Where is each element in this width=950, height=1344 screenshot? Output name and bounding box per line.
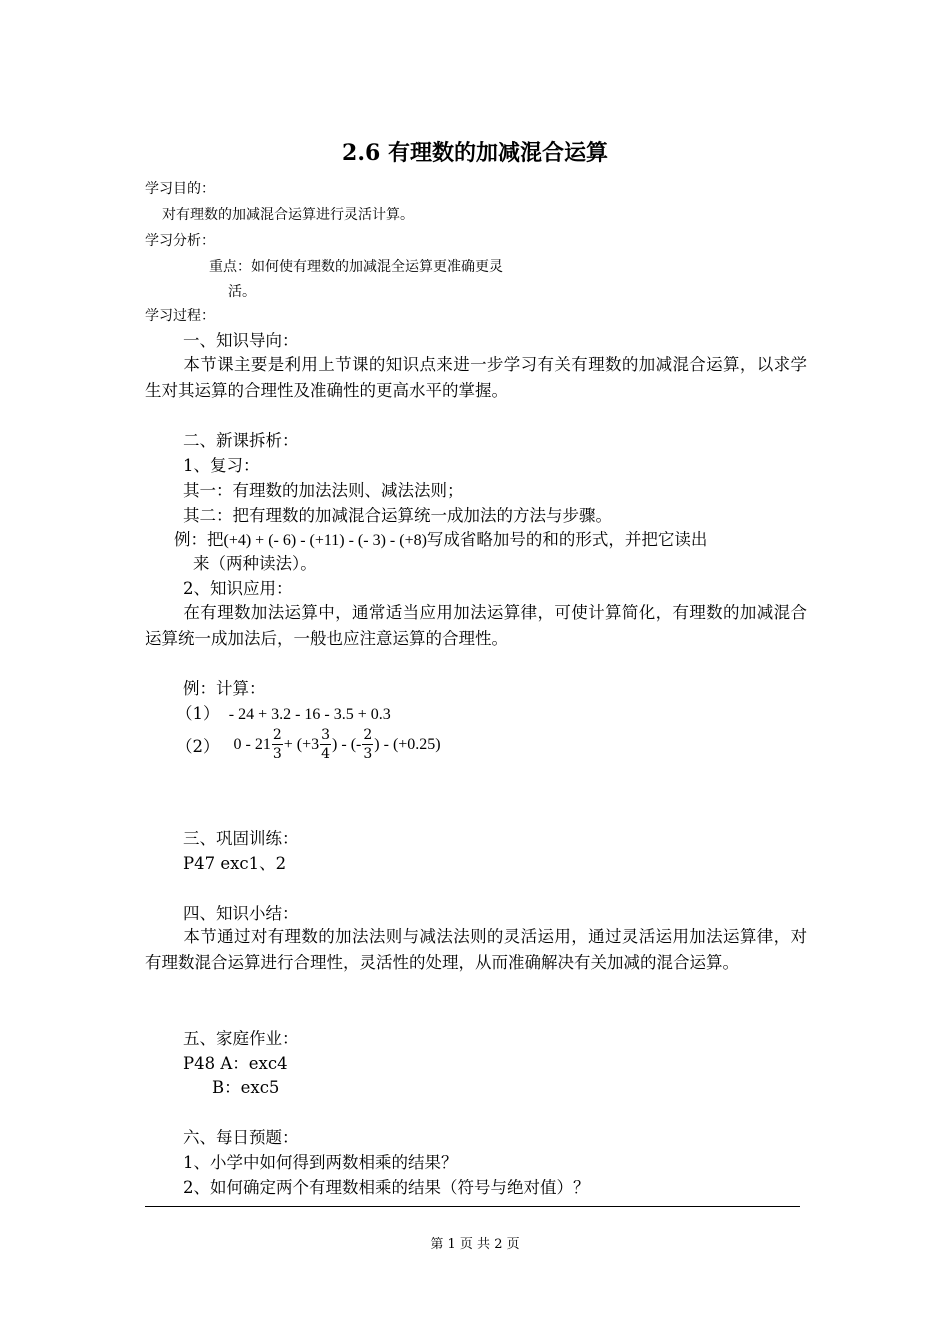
calc2-part-a: 0 - 21 — [233, 735, 271, 753]
example-line2: 来（两种读法）。 — [193, 554, 317, 573]
fraction-1-numerator: 2 — [272, 727, 282, 743]
page-footer: 第 1 页 共 2 页 — [430, 1237, 520, 1252]
calc2-part-d: ) - (+0.25) — [374, 735, 441, 753]
fraction-2-numerator: 3 — [321, 727, 331, 743]
calc1-expression: - 24 + 3.2 - 16 - 3.5 + 0.3 — [228, 706, 391, 723]
section3-heading: 三、巩固训练： — [183, 829, 299, 848]
section5-heading: 五、家庭作业： — [183, 1029, 299, 1048]
example-line1 — [174, 526, 707, 550]
preview-question-2: 2、如何确定两个有理数相乘的结果（符号与绝对值）？ — [183, 1178, 590, 1197]
section6-heading: 六、每日预题： — [183, 1128, 299, 1147]
apply-paragraph — [145, 600, 807, 652]
calc2-part-c: ) - (- — [332, 735, 362, 753]
fraction-1-denominator: 3 — [272, 746, 282, 762]
example-prefix: 例：把 — [174, 530, 224, 549]
calc1 — [176, 700, 391, 724]
section1-heading: 一、知识导向： — [183, 331, 299, 350]
analysis-heading: 学习分析： — [145, 233, 215, 249]
fraction-3-denominator: 3 — [363, 746, 373, 762]
section4-heading: 四、知识小结： — [183, 904, 299, 923]
apply-heading: 2、知识应用： — [183, 579, 293, 598]
example-suffix: 写成省略加号的和的形式，并把它读出 — [426, 530, 708, 549]
preview-question-1: 1、小学中如何得到两数相乘的结果？ — [183, 1153, 458, 1172]
section4-paragraph — [145, 924, 807, 976]
objective-text: 对有理数的加减混合运算进行灵活计算。 — [162, 207, 414, 223]
fraction-1 — [272, 726, 283, 763]
section3-text: P47 exc1、2 — [183, 854, 287, 873]
homework-a: P48 A：exc4 — [183, 1054, 288, 1073]
footer-divider — [145, 1206, 800, 1207]
process-heading: 学习过程： — [145, 308, 215, 324]
fraction-3 — [362, 726, 373, 763]
fraction-2-denominator: 4 — [321, 746, 331, 762]
objective-heading: 学习目的： — [145, 181, 215, 197]
review-item1: 其一：有理数的加法法则、减法法则； — [183, 481, 464, 500]
calc-heading: 例：计算： — [183, 679, 266, 698]
example-expression: (+4) + (- 6) - (+11) - (- 3) - (+8) — [223, 532, 427, 549]
fraction-3-numerator: 2 — [363, 727, 373, 743]
section4-text: 本节通过对有理数的加法法则与减法法则的灵活运用，通过灵活运用加法运算律，对有理数混合运算进行合理性，灵活性的处理，从而准确解决有关加减的混合运算。 — [145, 927, 807, 972]
homework-b: B：exc5 — [212, 1078, 280, 1097]
review-item2: 其二：把有理数的加减混合运算统一成加法的方法与步骤。 — [183, 506, 612, 525]
calc2-label: （2） — [176, 736, 220, 756]
section2-heading: 二、新课拆析： — [183, 431, 299, 450]
analysis-line2: 活。 — [228, 284, 256, 300]
calc1-label: （1） — [176, 704, 220, 723]
analysis-line1: 重点：如何使有理数的加减混全运算更准确更灵 — [209, 259, 503, 275]
calc2-part-b: + (+3 — [283, 735, 320, 753]
section1-text: 本节课主要是利用上节课的知识点来进一步学习有关有理数的加减混合运算，以求学生对其运算的合理性及准确性的更高水平的掌握。 — [145, 355, 807, 400]
section1-paragraph — [145, 352, 807, 404]
apply-text: 在有理数加法运算中，通常适当应用加法运算律，可使计算简化，有理数的加减混合运算统一成加法后，一般也应注意运算的合理性。 — [145, 603, 807, 648]
calc2 — [176, 726, 441, 763]
fraction-2 — [320, 726, 331, 763]
review-heading: 1、复习： — [183, 456, 260, 475]
page-title: 2.6 有理数的加减混合运算 — [342, 140, 608, 166]
